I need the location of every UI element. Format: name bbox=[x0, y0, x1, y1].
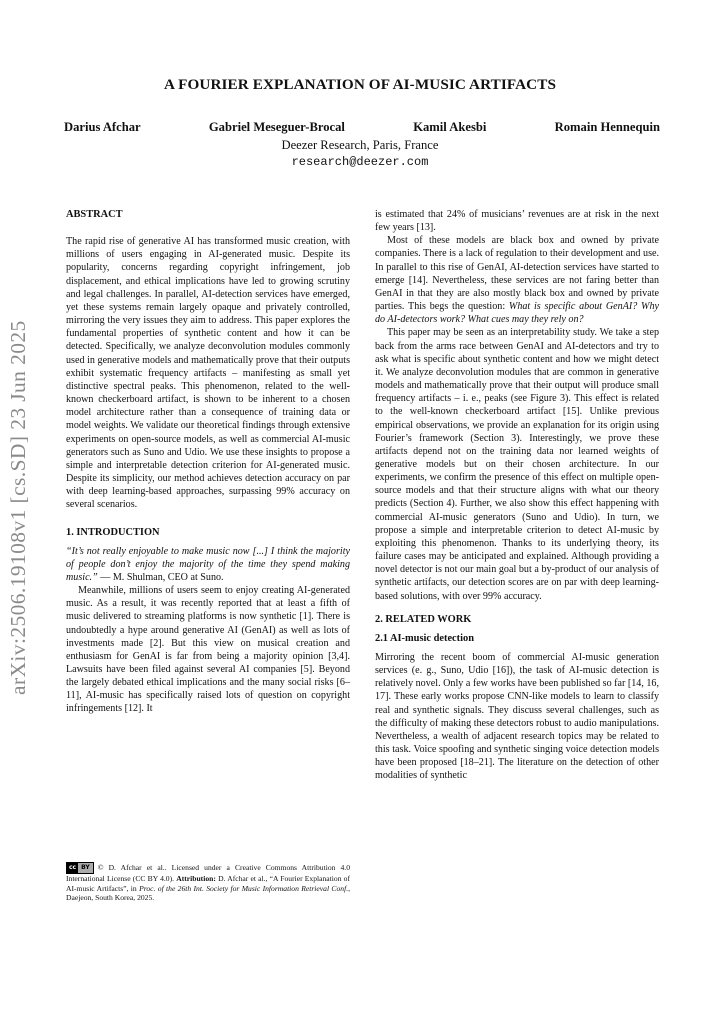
left-column bbox=[66, 208, 350, 716]
abstract-heading: ABSTRACT bbox=[66, 209, 123, 220]
author-name: Kamil Akesbi bbox=[413, 120, 487, 134]
cc-by-license-icon: cc BY bbox=[66, 862, 94, 874]
right-column bbox=[375, 208, 659, 783]
research-questions: What is specific about GenAI? Why do AI-detectors work? What cues may they rely on? bbox=[375, 301, 659, 326]
intro-paragraph: This paper may be seen as an interpretability study. We take a step back from the arms race between GenAI and AI-detectors and try to ask what is specific about synthetic content and how we might detect it. We analyze deconvolution modules that are common in generative models and mathematically prove that their output will produce small frequency artifacts – i. e., peaks (see Figure 3). This effect is related to the well-known checkerboard artifact [15]. Unlike previous empirical observations, we provide an explanation for its origin using Fourier’s framework (Section 3). Interestingly, we prove these artifacts depend not on the training data nor learned weights of generative models but on their chosen architecture. In our experiments, we confirm the presence of this effect on multiple open-source models and that their structure aligns with what our theory predicts (Section 4). Further, we also show this effect happening with commercial AI-music generators (Suno and Udio). In turn, we propose a simple and interpretable criterion to detect AI-music by exploiting this phenomenon. Thanks to its underlying theory, its failure cases may be anticipated and explained. Although providing a novel detector is not our main goal but a by-product of our analysis of synthetic artifacts, our detection scores are on par with deep learning-based solutions, with over 99% accuracy. bbox=[375, 327, 659, 602]
related-work-heading: 2. RELATED WORK bbox=[375, 613, 472, 625]
introduction-heading: 1. INTRODUCTION bbox=[66, 527, 160, 539]
license-footnote: cc BY © D. Afchar et al.. Licensed under a Creative Commons Attribution 4.0 International License (CC BY 4.0). Attribution: D. Afchar et al., “A Fourier Explanation of AI-music Artifacts”, in Proc. of the 26th Int. Society for Music Information Retrieval Conf., Daejeon, South Korea, 2025. bbox=[66, 862, 351, 903]
subsection-heading: 2.1 AI-music detection bbox=[375, 632, 474, 644]
intro-paragraph: Meanwhile, millions of users seem to enjoy creating AI-generated music. As a result, it was recently reported that at least a fifth of music delivered to streaming platforms is now synthetic [1]. There is undoubtedly a hype around generative AI (GenAI) as well as lots of investments made [2]. But this view on musical creation and enthusiasm for GenAI is far from being a majority opinion [3,4]. Lawsuits have been filed against several AI companies [5]. Beyond the largely debated ethical implications and the many social risks [6–11], AI-music has specifically raised lots of question on copyright infringements [12]. It bbox=[66, 585, 350, 715]
affiliation: Deezer Research, Paris, France bbox=[281, 138, 439, 152]
arxiv-identifier-stamp: arXiv:2506.19108v1 [cs.SD] 23 Jun 2025 bbox=[6, 320, 30, 695]
epigraph bbox=[66, 545, 350, 584]
paper-title: A FOURIER EXPLANATION OF AI-MUSIC ARTIFACTS bbox=[163, 76, 557, 93]
contact-email: research@deezer.com bbox=[291, 155, 429, 169]
intro-paragraph: Most of these models are black box and owned by private companies. There is a lack of regulation to their development and use. In parallel to this rise of GenAI, AI-detection services have started to emerge [14]. Nevertheless, these services are not faring better than GenAI in that they are also mostly black box and owned by private parties. This begs the question: What is specific about GenAI? Why do AI-detectors work? What cues may they rely on? bbox=[375, 235, 659, 326]
intro-continuation: is estimated that 24% of musicians’ revenues are at risk in the next few years [13]. bbox=[375, 209, 659, 234]
abstract-text: The rapid rise of generative AI has transformed music creation, with millions of users engaging in AI-generated music. Despite its popularity, concerns regarding copyright infringement, job displacement, and ethical implications have led to growing scrutiny and legal challenges. In parallel, AI-detection services have emerged, yet these systems remain largely opaque and privately controlled, mirroring the very issues they aim to address. This paper explores the fundamental properties of synthetic content and how it can be detected. Specifically, we analyze deconvolution modules commonly used in generative models and mathematically prove that their outputs exhibit systematic frequency artifacts – manifesting as small yet distinctive spectral peaks. This phenomenon, related to the well-known checkerboard artifact, is shown to be inherent to a chosen model architecture rather than a consequence of training data or model weights. We validate our theoretical findings through extensive experiments on open-source models, as well as commercial AI-music generators such as Suno and Udio. We use these insights to propose a simple and interpretable detection criterion for AI-generated music. Despite its simplicity, our method achieves detection accuracy on par with deep learning-based approaches, surpassing 99% accuracy on several scenarios. bbox=[66, 236, 350, 511]
epigraph-attribution: — M. Shulman, CEO at Suno. bbox=[97, 571, 224, 583]
author-list bbox=[64, 120, 660, 135]
epigraph-quote: “It’s not really enjoyable to make music now [...] I think the majority of people don’t enjoy the majority of the time they spend making music.” bbox=[66, 545, 350, 583]
related-work-paragraph: Mirroring the recent boom of commercial AI-music generation services (e. g., Suno, Udio [16]), the task of AI-music detection is relatively novel. Only a few works have been published so far [14, 16, 17]. These early works propose CNN-like models to learn to classify real and synthetic signals. They discuss several challenges, such as the difficulty of making these detectors robust to audio manipulations. Nevertheless, a wealth of adjacent research topics may be related to this task. Voice spoofing and synthetic singing voice detection models have been proposed [18–21]. The literature on the detection of other modalities of synthetic bbox=[375, 652, 659, 782]
author-name: Romain Hennequin bbox=[554, 120, 660, 134]
author-name: Gabriel Meseguer-Brocal bbox=[208, 120, 345, 134]
author-name: Darius Afchar bbox=[64, 120, 141, 134]
